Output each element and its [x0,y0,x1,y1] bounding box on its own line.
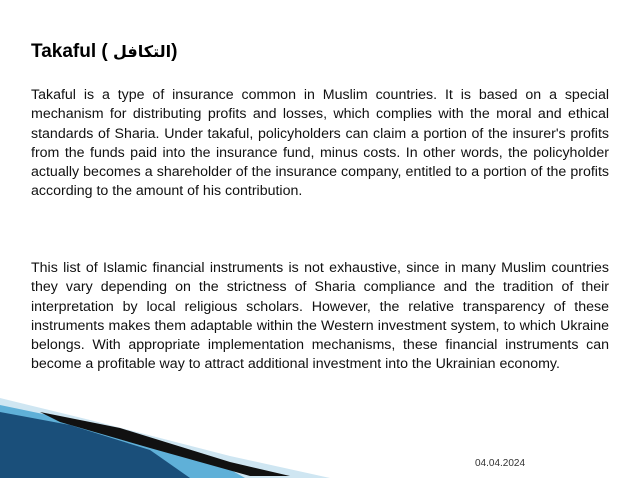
title-arabic: التكافل [113,42,172,61]
paragraph-instruments: This list of Islamic financial instruments is not exhaustive, since in many Muslim countries they vary depending on the strictness of Sharia compliance and the tradition of their interpretation by local religious scholars. However, the relative transparency of these instruments makes them adaptable within the Western investment system, to which Ukraine belongs. With appropriate implementation mechanisms, these financial instruments can become a profitable way to attract additional investment into the Ukrainian economy. [31,260,609,373]
slide-date: 04.04.2024 [475,458,526,469]
title-suffix: ) [171,41,178,62]
paragraph-takaful: Takaful is a type of insurance common in Muslim countries. It is based on a special mechanism for distributing profits and losses, which complies with the moral and ethical standards of Sharia. Under takaful, policyholders can claim a portion of the insurer's profits from the funds paid into the insurance fund, minus costs. In other words, the policyholder actually becomes a shareholder of the insurance company, entitled to a portion of the profits according to the amount of his contribution. [31,87,609,200]
title-prefix: Takaful ( [31,41,108,62]
